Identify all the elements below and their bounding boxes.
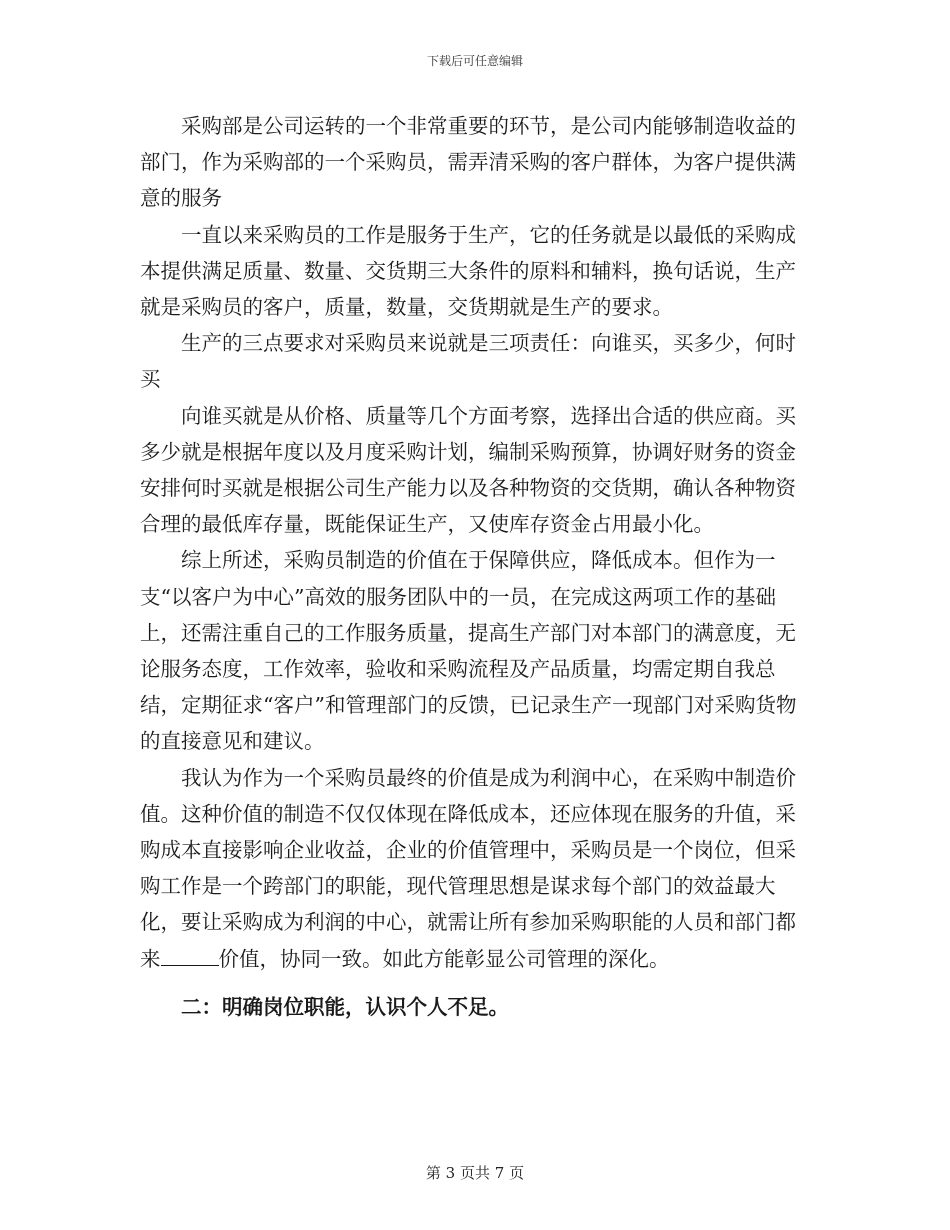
paragraph-4: 向谁买就是从价格、质量等几个方面考察，选择出合适的供应商。买多少就是根据年度以及月度采购计划，编制采购预算，协调好财务的资金安排何时买就是根据公司生产能力以及各种物资的交货期，确认各种物资合理的最低库存量，既能保证生产，又使库存资金占用最小化。 bbox=[140, 403, 796, 537]
page-header: 下载后可任意编辑 bbox=[426, 54, 523, 68]
paragraph-6 bbox=[140, 760, 812, 977]
section-heading: 二：明确岗位职能，认识个人不足。 bbox=[181, 994, 509, 1019]
page-footer: 第 3 页共 7 页 bbox=[425, 1164, 525, 1182]
paragraph-2: 一直以来采购员的工作是服务于生产，它的任务就是以最低的采购成本提供满足质量、数量、交货期三大条件的原料和辅料，换句话说，生产就是采购员的客户，质量，数量，交货期就是生产的要求。 bbox=[140, 222, 796, 320]
paragraph-3: 生产的三点要求对采购员来说就是三项责任：向谁买，买多少，何时买 bbox=[140, 331, 796, 392]
paragraph-6-part-1: 我认为作为一个采购员最终的价值是成为利润中心，在采购中制造价值。这种价值的制造不仅仅体现在降低成本，还应体现在服务的升值，采购成本直接影响企业收益，企业的价值管理中，采购员是一个岗位，但采购工作是一个跨部门的职能，现代管理思想是谋求每个部门的效益最大化，要让采购成为利润的中心，就需让所有参加采购职能的人员和部门都来 bbox=[140, 765, 796, 971]
document-body bbox=[140, 108, 812, 1025]
paragraph-1: 采购部是公司运转的一个非常重要的环节，是公司内能够制造收益的部门，作为采购部的一个采购员，需弄清采购的客户群体，为客户提供满意的服务 bbox=[140, 114, 796, 211]
fill-in-blank bbox=[161, 945, 219, 966]
paragraph-6-part-2: 价值，协同一致。如此方能彰显公司管理的深化。 bbox=[218, 946, 670, 971]
paragraph-5: 综上所述，采购员制造的价值在于保障供应，降低成本。但作为一支“以客户为中心”高效的服务团队中的一员，在完成这两项工作的基础上，还需注重自己的工作服务质量，提高生产部门对本部门的满意度，无论服务态度，工作效率，验收和采购流程及产品质量，均需定期自我总结，定期征求“客户”和管理部门的反馈，已记录生产一现部门对采购货物的直接意见和建议。 bbox=[140, 548, 797, 754]
